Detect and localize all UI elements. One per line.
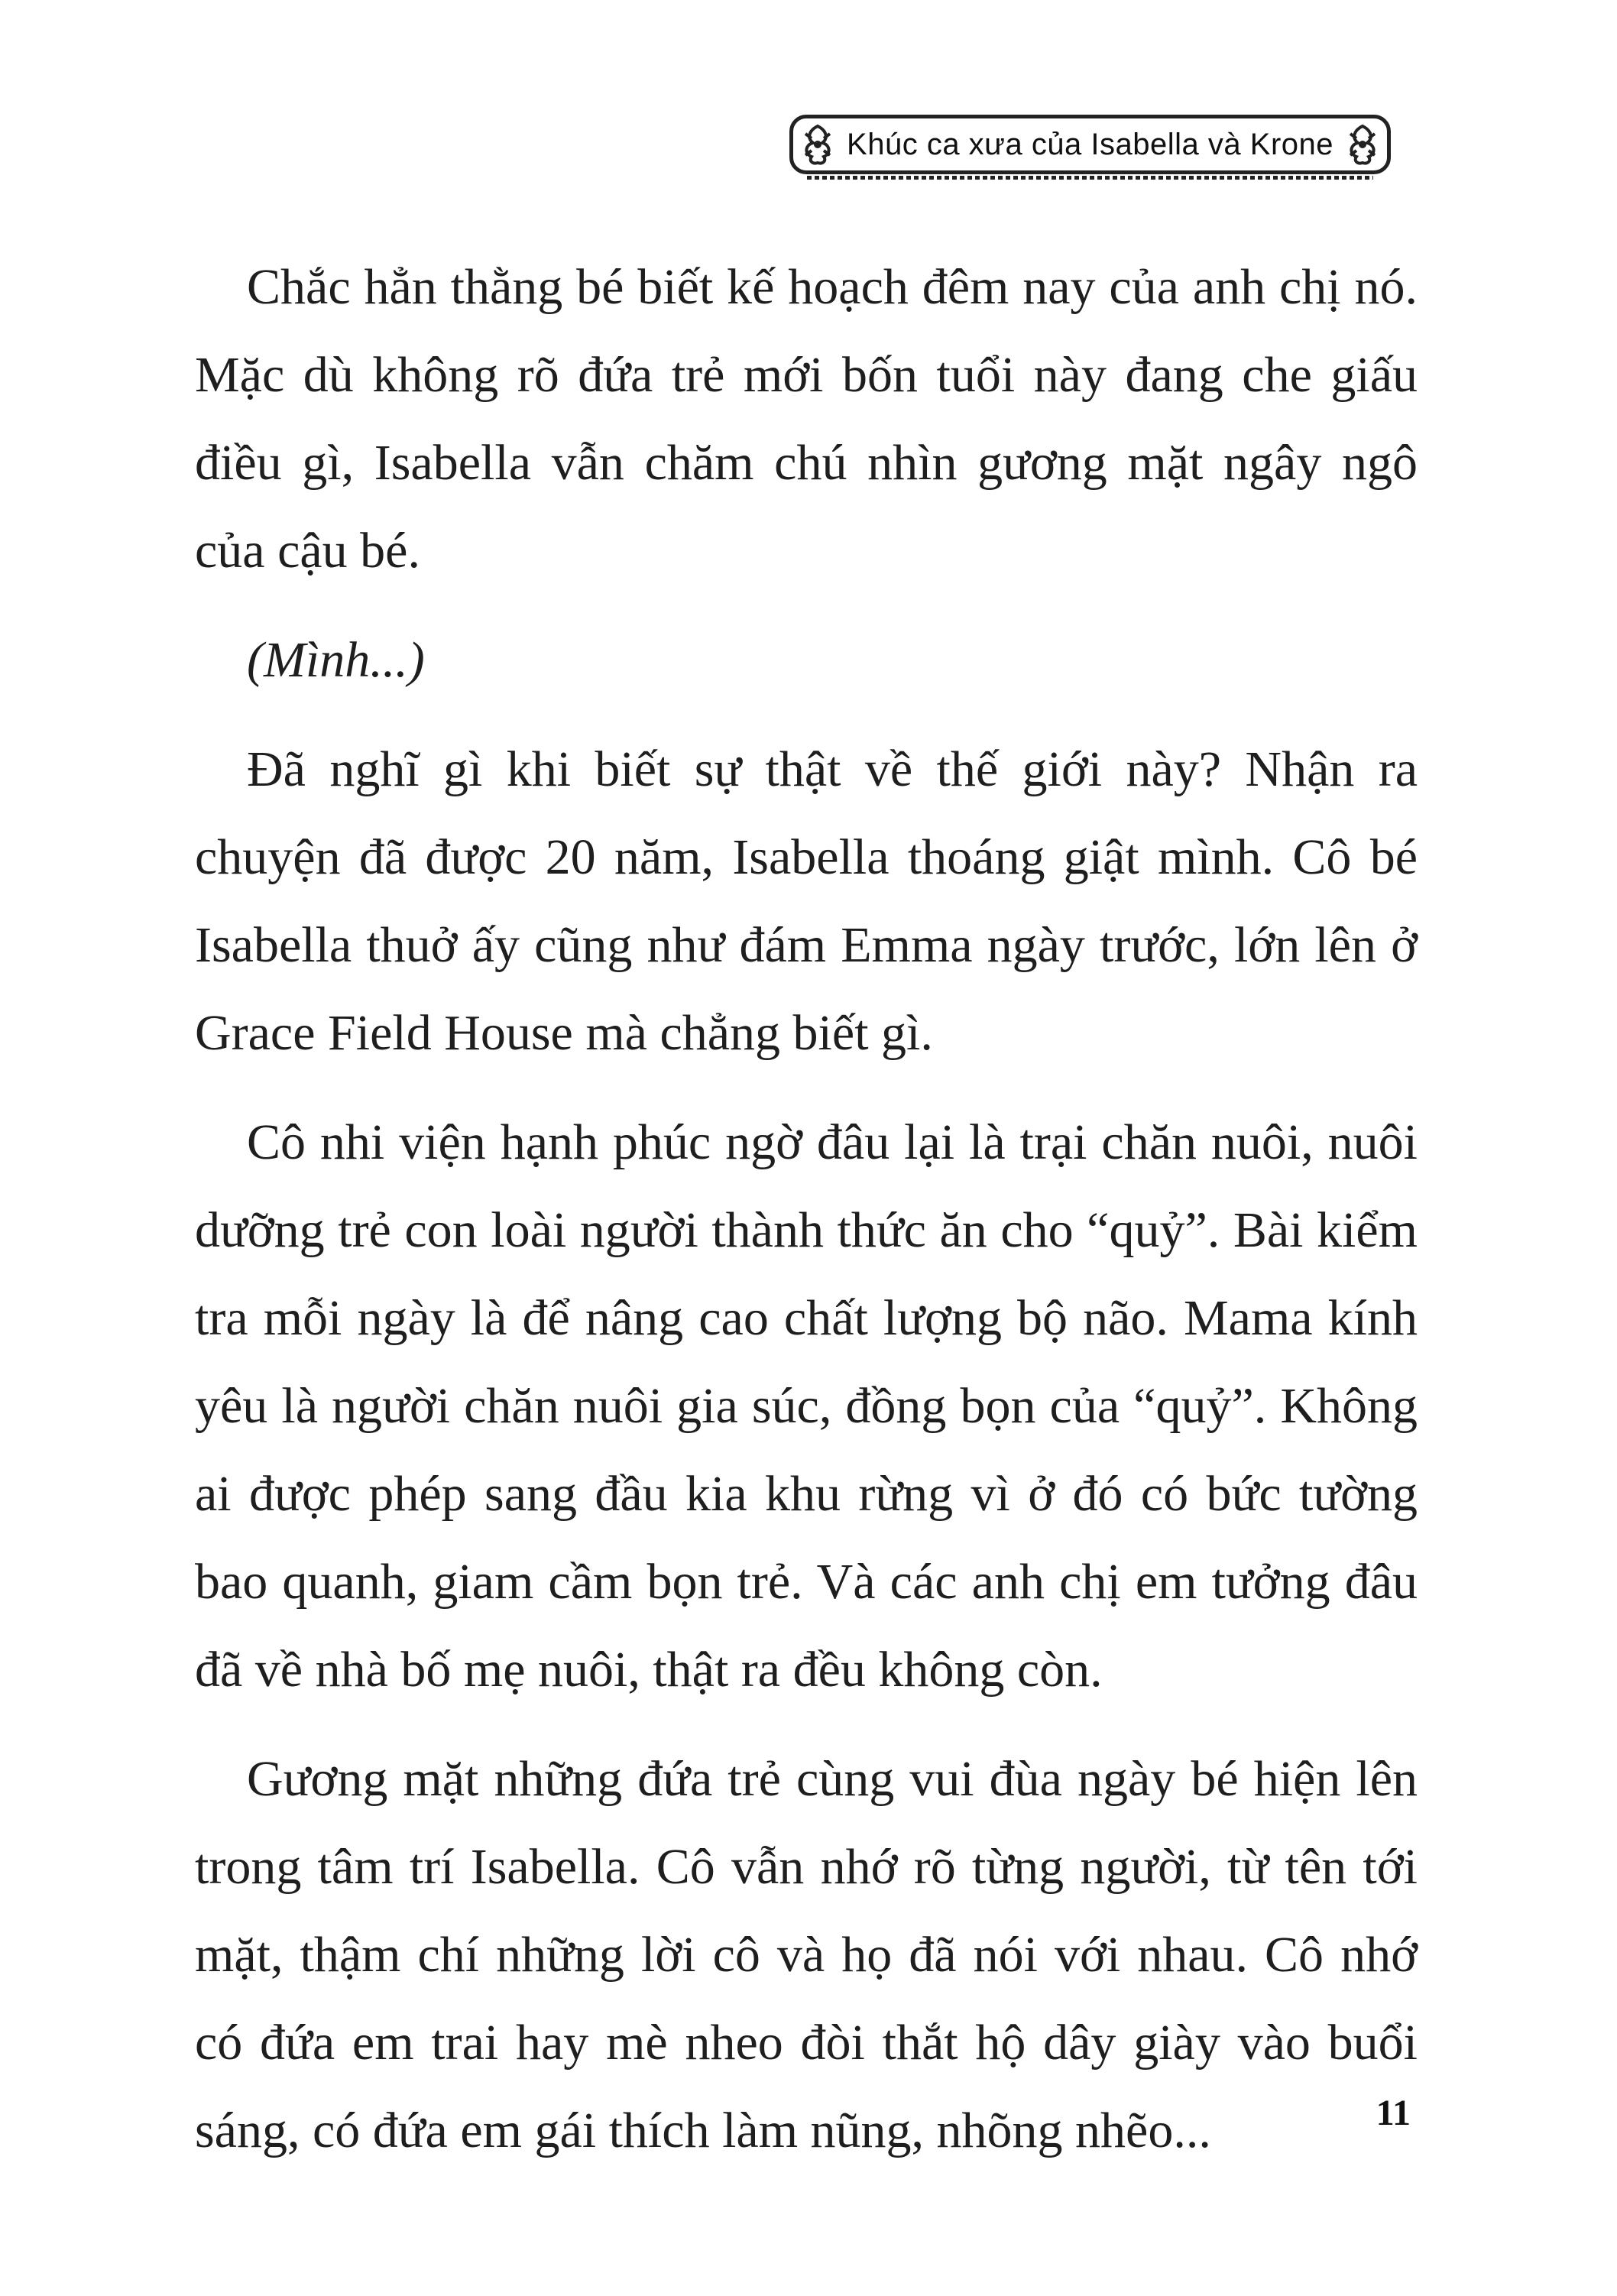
paragraph-inner-thought: (Mình...) <box>247 632 425 688</box>
running-header <box>789 115 1391 174</box>
paragraph: Chắc hẳn thằng bé biết kế hoạch đêm nay của anh chị nó. Mặc dù không rõ đứa trẻ mới bốn tuổi này đang che giấu điều gì, Isabella vẫn chăm chú nhìn gương mặt ngây ngô của cậu bé. <box>195 259 1418 579</box>
floral-ornament-icon <box>801 123 834 166</box>
paragraph: Đã nghĩ gì khi biết sự thật về thế giới này? Nhận ra chuyện đã được 20 năm, Isabella thoáng giật mình. Cô bé Isabella thuở ấy cũng như đám Emma ngày trước, lớn lên ở Grace Field House mà chẳng biết gì. <box>195 741 1418 1061</box>
body-text <box>195 243 1418 2196</box>
paragraph: Gương mặt những đứa trẻ cùng vui đùa ngày bé hiện lên trong tâm trí Isabella. Cô vẫn nhớ rõ từng người, từ tên tới mặt, thậm chí những lời cô và họ đã nói với nhau. Cô nhớ có đứa em trai hay mè nheo đòi thắt hộ dây giày vào buổi sáng, có đứa em gái thích làm nũng, nhõng nhẽo... <box>195 1751 1418 2158</box>
paragraph: Cô nhi viện hạnh phúc ngờ đâu lại là trại chăn nuôi, nuôi dưỡng trẻ con loài người thành thức ăn cho “quỷ”. Bài kiểm tra mỗi ngày là để nâng cao chất lượng bộ não. Mama kính yêu là người chăn nuôi gia súc, đồng bọn của “quỷ”. Không ai được phép sang đầu kia khu rừng vì ở đó có bức tường bao quanh, giam cầm bọn trẻ. Và các anh chị em tưởng đâu đã về nhà bố mẹ nuôi, thật ra đều không còn. <box>195 1114 1418 1698</box>
floral-ornament-icon <box>1346 123 1379 166</box>
running-header-title: Khúc ca xưa của Isabella và Krone <box>847 128 1333 161</box>
page-number: 11 <box>1376 2093 1411 2133</box>
